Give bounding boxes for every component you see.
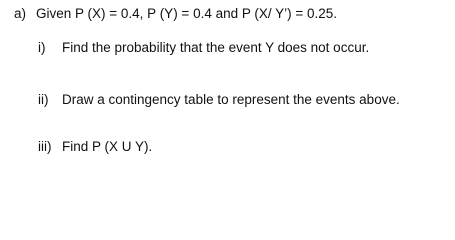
- part-iii-text: Find P (X U Y).: [62, 139, 153, 154]
- part-i: [38, 40, 369, 56]
- part-iii-marker: iii): [38, 139, 52, 154]
- question-a-text: Given P (X) = 0.4, P (Y) = 0.4 and P (X/ Y’) = 0.25.: [36, 6, 338, 21]
- part-i-marker: i): [38, 40, 46, 55]
- part-i-text: Find the probability that the event Y does not occur.: [62, 40, 370, 55]
- part-ii-marker: ii): [38, 92, 49, 107]
- question-a: [14, 6, 337, 22]
- question-a-marker: a): [14, 6, 27, 21]
- part-iii: [38, 139, 152, 155]
- part-ii-text: Draw a contingency table to represent the events above.: [62, 92, 400, 107]
- part-ii: [38, 92, 400, 108]
